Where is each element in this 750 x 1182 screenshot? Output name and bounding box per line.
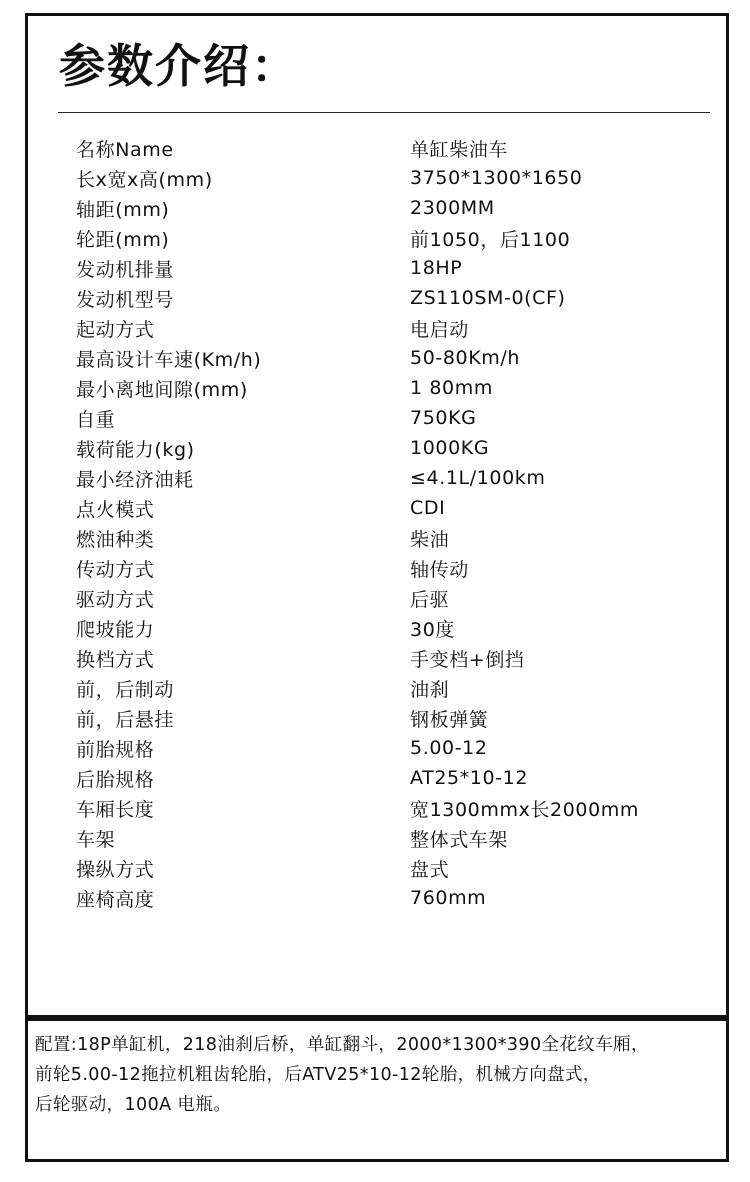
- spec-value: 钢板弹簧: [410, 708, 489, 731]
- spec-row: [76, 883, 676, 913]
- spec-table: [76, 133, 676, 913]
- spec-label: 载荷能力(kg): [76, 438, 195, 461]
- spec-label: 爬坡能力: [76, 618, 155, 641]
- spec-value: 单缸柴油车: [410, 138, 509, 161]
- spec-row: [76, 613, 676, 643]
- spec-label: 名称Name: [76, 138, 174, 161]
- spec-row: [76, 493, 676, 523]
- spec-value: 30度: [410, 618, 455, 641]
- spec-row: [76, 223, 676, 253]
- spec-value: 1000KG: [410, 437, 490, 459]
- spec-row: [76, 733, 676, 763]
- spec-value: 3750*1300*1650: [410, 167, 583, 189]
- spec-value: 18HP: [410, 257, 463, 279]
- spec-label: 起动方式: [76, 318, 155, 341]
- page-title: 参数介绍：: [59, 39, 299, 93]
- spec-row: [76, 163, 676, 193]
- spec-row: [76, 793, 676, 823]
- config-description: [35, 1030, 725, 1120]
- title-divider: [58, 112, 710, 113]
- spec-label: 驱动方式: [76, 588, 155, 611]
- spec-label: 自重: [76, 408, 116, 431]
- spec-label: 发动机排量: [76, 258, 175, 281]
- spec-label: 后胎规格: [76, 768, 155, 791]
- spec-row: [76, 583, 676, 613]
- config-line: 前轮5.00-12拖拉机粗齿轮胎，后ATV25*10-12轮胎，机械方向盘式，: [35, 1065, 601, 1085]
- spec-row: [76, 433, 676, 463]
- spec-row: [76, 673, 676, 703]
- config-line: 后轮驱动，100A 电瓶。: [35, 1095, 232, 1115]
- spec-value: 宽1300mmx长2000mm: [410, 798, 639, 821]
- spec-row: [76, 373, 676, 403]
- spec-value: 1 80mm: [410, 377, 493, 399]
- spec-label: 操纵方式: [76, 858, 155, 881]
- spec-label: 轴距(mm): [76, 198, 170, 221]
- spec-label: 长x宽x高(mm): [76, 168, 213, 191]
- spec-label: 车厢长度: [76, 798, 155, 821]
- spec-value: 整体式车架: [410, 828, 509, 851]
- spec-row: [76, 403, 676, 433]
- spec-row: [76, 643, 676, 673]
- spec-value: 760mm: [410, 887, 487, 909]
- spec-label: 最高设计车速(Km/h): [76, 348, 262, 371]
- spec-row: [76, 253, 676, 283]
- spec-row: [76, 763, 676, 793]
- spec-value: 手变档+倒挡: [410, 648, 525, 671]
- spec-label: 点火模式: [76, 498, 155, 521]
- spec-value: CDI: [410, 497, 446, 519]
- spec-label: 前，后悬挂: [76, 708, 175, 731]
- spec-label: 座椅高度: [76, 888, 155, 911]
- spec-value: ≤4.1L/100km: [410, 467, 546, 489]
- spec-value: 5.00-12: [410, 737, 488, 759]
- spec-value: 2300MM: [410, 197, 495, 219]
- spec-value: ZS110SM-0(CF): [410, 287, 566, 309]
- spec-value: 750KG: [410, 407, 477, 429]
- spec-label: 车架: [76, 828, 116, 851]
- spec-value: 油刹: [410, 678, 450, 701]
- spec-row: [76, 313, 676, 343]
- spec-value: 电启动: [410, 318, 469, 341]
- spec-row: [76, 133, 676, 163]
- spec-row: [76, 703, 676, 733]
- spec-value: AT25*10-12: [410, 767, 529, 789]
- spec-label: 最小经济油耗: [76, 468, 194, 491]
- config-line: 配置:18P单缸机，218油刹后桥，单缸翻斗，2000*1300*390全花纹车厢，: [35, 1035, 649, 1055]
- spec-label: 换档方式: [76, 648, 155, 671]
- spec-row: [76, 193, 676, 223]
- spec-row: [76, 553, 676, 583]
- spec-row: [76, 823, 676, 853]
- spec-value: 前1050，后1100: [410, 228, 571, 251]
- spec-label: 传动方式: [76, 558, 155, 581]
- spec-label: 最小离地间隙(mm): [76, 378, 248, 401]
- spec-label: 前，后制动: [76, 678, 175, 701]
- spec-value: 后驱: [410, 588, 450, 611]
- spec-value: 轴传动: [410, 558, 469, 581]
- spec-label: 前胎规格: [76, 738, 155, 761]
- spec-row: [76, 343, 676, 373]
- spec-label: 发动机型号: [76, 288, 175, 311]
- spec-row: [76, 283, 676, 313]
- spec-row: [76, 463, 676, 493]
- spec-row: [76, 853, 676, 883]
- spec-label: 燃油种类: [76, 528, 155, 551]
- spec-value: 50-80Km/h: [410, 347, 521, 369]
- spec-row: [76, 523, 676, 553]
- spec-value: 柴油: [410, 528, 450, 551]
- spec-label: 轮距(mm): [76, 228, 170, 251]
- spec-value: 盘式: [410, 858, 450, 881]
